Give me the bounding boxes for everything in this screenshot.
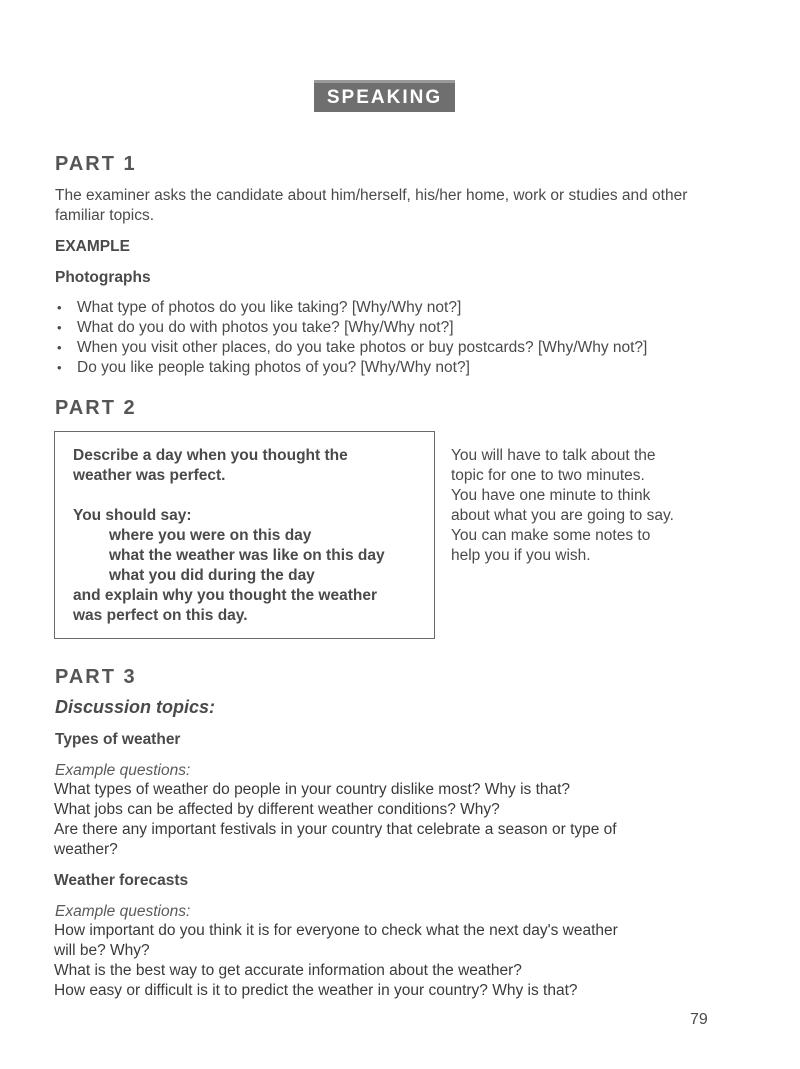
- part1-topic: Photographs: [55, 269, 151, 286]
- cue-card-prompt-line: Describe a day when you thought the: [73, 447, 348, 464]
- side-note-line: You can make some notes to: [451, 527, 651, 544]
- part2-side-note: [451, 446, 706, 566]
- topic-question-list: [54, 780, 694, 860]
- topic-title: Weather forecasts: [54, 872, 189, 889]
- question-line: How important do you think it is for everyone to check what the next day's weather: [54, 922, 618, 939]
- list-item: • When you visit other places, do you take photos or buy postcards? [Why/Why not?]: [55, 338, 647, 358]
- cue-card-should-say: You should say:: [73, 507, 192, 524]
- cue-card-point: where you were on this day: [109, 527, 312, 544]
- list-item: • Do you like people taking photos of you? [Why/Why not?]: [55, 358, 647, 378]
- section-banner: SPEAKING: [314, 80, 455, 112]
- side-note-line: You will have to talk about the: [451, 447, 656, 464]
- example-questions-label: Example questions:: [55, 762, 191, 779]
- topic-question-list: [54, 921, 694, 1001]
- question-line: Are there any important festivals in your country that celebrate a season or type of: [54, 821, 617, 838]
- cue-card-prompt-line: weather was perfect.: [73, 467, 226, 484]
- example-questions-label: Example questions:: [55, 903, 191, 920]
- list-item: • What type of photos do you like taking? [Why/Why not?]: [55, 298, 647, 318]
- side-note-line: about what you are going to say.: [451, 507, 674, 524]
- part1-heading: PART 1: [55, 153, 137, 175]
- cue-card-explain-line: and explain why you thought the weather: [73, 587, 377, 604]
- part1-intro: The examiner asks the candidate about him/herself, his/her home, work or studies and other familiar topics.: [55, 187, 688, 224]
- part3-heading: PART 3: [55, 666, 137, 688]
- part1-question-list: [55, 298, 647, 378]
- question-line: weather?: [54, 841, 118, 858]
- question-line: How easy or difficult is it to predict the weather in your country? Why is that?: [54, 982, 578, 999]
- cue-card-point: what the weather was like on this day: [109, 547, 385, 564]
- question-line: What types of weather do people in your country dislike most? Why is that?: [54, 781, 571, 798]
- page-number: 79: [690, 1011, 708, 1028]
- side-note-line: help you if you wish.: [451, 547, 591, 564]
- question-line: What is the best way to get accurate information about the weather?: [54, 962, 522, 979]
- side-note-line: topic for one to two minutes.: [451, 467, 645, 484]
- question-line: What jobs can be affected by different weather conditions? Why?: [54, 801, 500, 818]
- cue-card-explain-line: was perfect on this day.: [73, 607, 248, 624]
- discussion-topics-label: Discussion topics:: [55, 697, 216, 717]
- question-line: will be? Why?: [54, 942, 150, 959]
- part1-example-label: EXAMPLE: [55, 238, 130, 255]
- cue-card: [54, 431, 435, 639]
- part2-heading: PART 2: [55, 397, 137, 419]
- cue-card-point: what you did during the day: [109, 567, 315, 584]
- side-note-line: You have one minute to think: [451, 487, 651, 504]
- list-item: • What do you do with photos you take? [Why/Why not?]: [55, 318, 647, 338]
- topic-title: Types of weather: [55, 731, 181, 748]
